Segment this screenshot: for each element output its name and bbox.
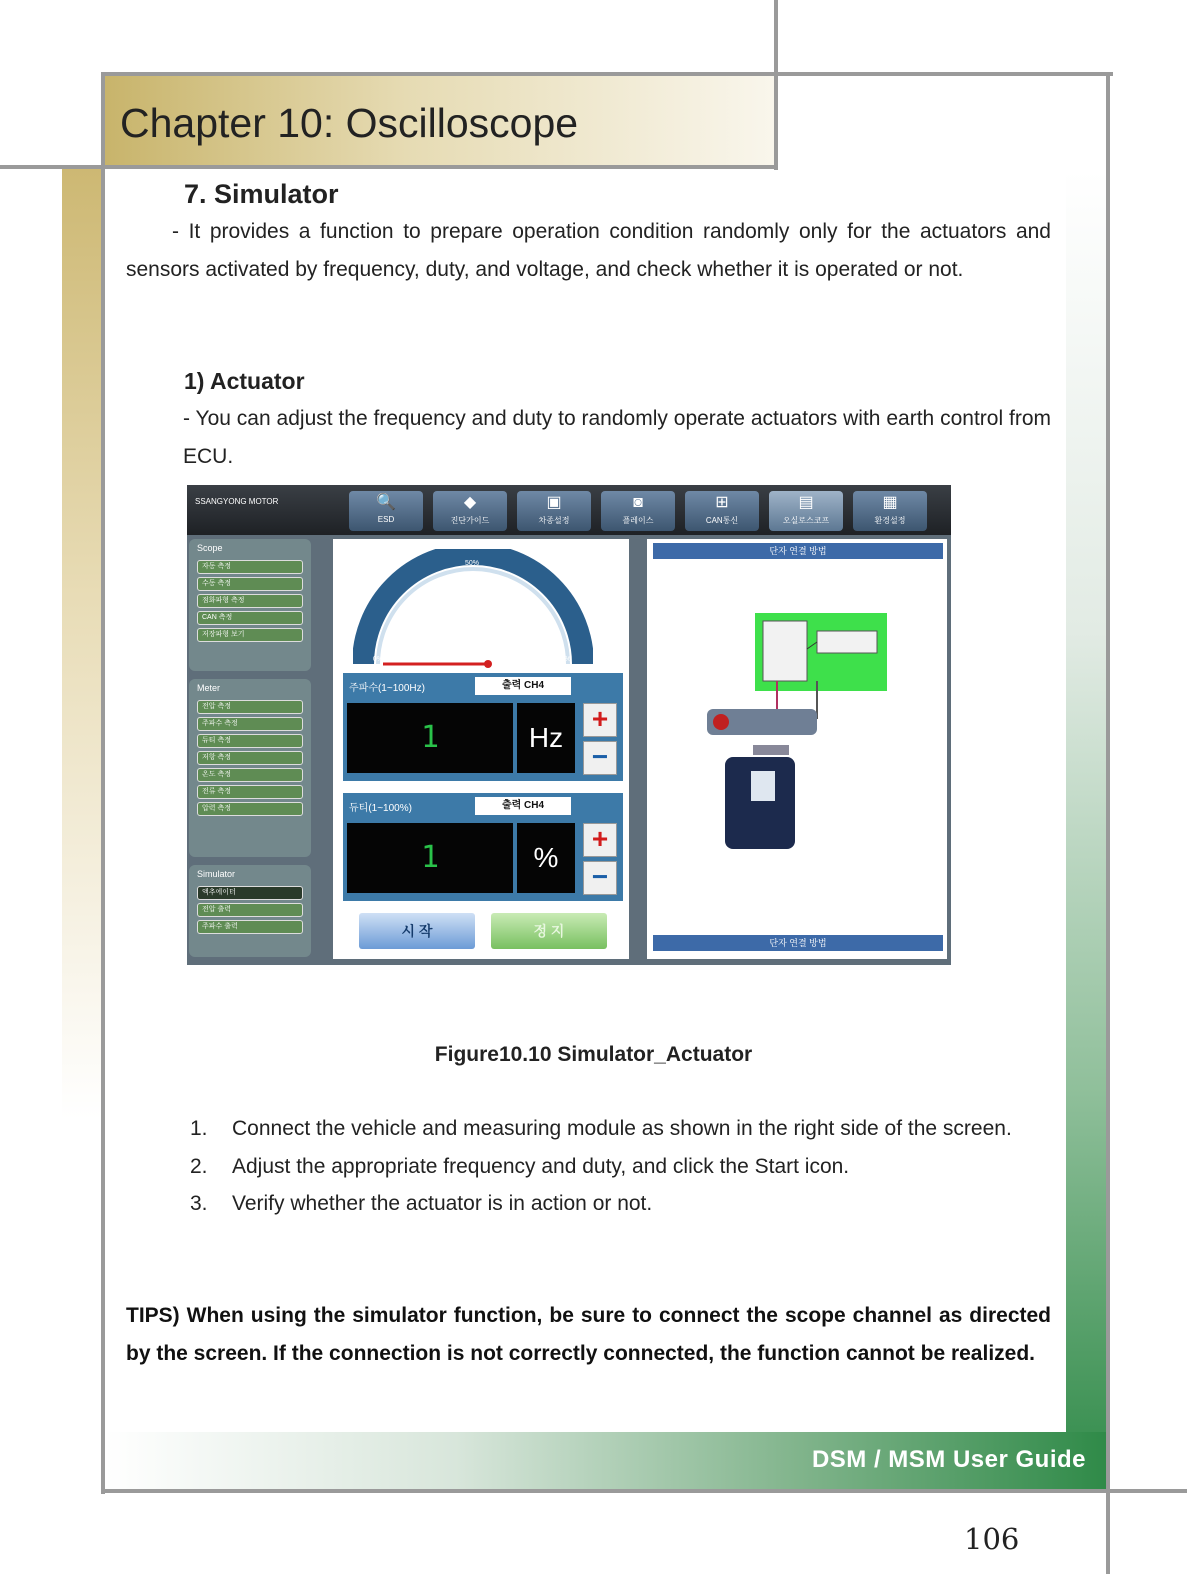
simulator-panel-title: Simulator [197,869,236,879]
scope-item[interactable]: 자동 측정 [197,560,303,574]
wiring-diagram [707,609,897,849]
diamond-icon: ◆ [463,494,477,511]
step-number: 3. [190,1192,208,1215]
step-number: 2. [190,1154,208,1178]
meter-item[interactable]: 듀티 측정 [197,734,303,748]
duty-unit: % [517,823,575,893]
right-decorative-bar [1066,170,1106,1490]
simulator-item-active[interactable]: 액추에이터 [197,886,303,900]
frequency-unit: Hz [517,703,575,773]
meter-panel-title: Meter [197,683,221,693]
frame-right-line [1106,72,1110,1574]
tips-paragraph: TIPS) When using the simulator function, be sure to connect the scope channel as directed by the screen. If the connection is not correctly connected, the function cannot be realized. [126,1304,1051,1365]
meter-item[interactable]: 온도 측정 [197,768,303,782]
scope-item[interactable]: CAN 측정 [197,611,303,625]
duty-plus-button[interactable]: + [583,823,617,857]
connection-guide-panel [647,539,947,959]
frequency-panel [343,673,623,781]
nav-vehicle-setup[interactable]: ▣ 차종설정 [517,491,591,531]
nav-can[interactable]: ⊞ CAN통신 [685,491,759,531]
subsection-description: - You can adjust the frequency and duty to randomly operate actuators with earth control from ECU. [183,407,1051,468]
search-icon: 🔍 [376,494,396,511]
step-text: Connect the vehicle and measuring module as shown in the right side of the screen. [232,1117,1012,1140]
nav-oscilloscope[interactable]: ▤ 오실로스코프 [769,491,843,531]
frequency-value: 1 [347,703,513,773]
start-button[interactable]: 시 작 [359,913,475,949]
meter-item[interactable]: 압력 측정 [197,802,303,816]
step-text: Verify whether the actuator is in action or not. [232,1192,653,1215]
frame-left-line [101,72,105,1494]
simulator-item[interactable]: 주파수 출력 [197,920,303,934]
list-item [190,1148,1050,1186]
scope-panel-title: Scope [197,543,223,553]
network-icon: ⊞ [715,494,729,511]
duty-panel [343,793,623,901]
meter-item[interactable]: 주파수 측정 [197,717,303,731]
frequency-label: 주파수(1~100Hz) [349,683,425,694]
duty-channel[interactable]: 출력 CH4 [475,797,571,815]
list-item [190,1185,1050,1223]
frequency-minus-button[interactable]: − [583,741,617,775]
figure-caption: Figure10.10 Simulator_Actuator [434,1043,753,1066]
steps-list [190,1110,1050,1223]
footer-guide-title: DSM / MSM User Guide [811,1446,1086,1473]
duty-gauge [353,549,593,669]
duty-value: 1 [347,823,513,893]
frame-top-line [101,72,1113,76]
chapter-title: Chapter 10: Oscilloscope [120,100,579,146]
list-item [190,1110,1050,1148]
duty-minus-button[interactable]: − [583,861,617,895]
simulator-panel [189,865,311,957]
scope-item[interactable]: 수동 측정 [197,577,303,591]
meter-item[interactable]: 저항 측정 [197,751,303,765]
simulator-item[interactable]: 전압 출력 [197,903,303,917]
section-intro: - It provides a function to prepare operation condition randomly only for the actuators and sensors activated by frequency, duty, and voltage, and check whether it is operated or not. [126,220,1051,281]
meter-item[interactable]: 전류 측정 [197,785,303,799]
scope-panel [189,539,311,671]
brand-logo: SSANGYONG MOTOR [195,497,279,506]
stop-button[interactable]: 정 지 [491,913,607,949]
oscilloscope-icon: ▤ [798,494,814,511]
connection-guide-header: 단자 연결 방법 [653,543,943,559]
header-divider-vertical [774,0,778,170]
page-number: 106 [964,1522,1020,1556]
app-toolbar [187,485,951,535]
scope-item[interactable]: 점화파형 측정 [197,594,303,608]
gauge-max-label: 100% [553,656,571,663]
camera-icon: ◙ [633,494,643,511]
gauge-min-label: 0% [373,656,384,663]
nav-place[interactable]: ◙ 플레이스 [601,491,675,531]
frame-bottom-line [101,1489,1187,1493]
simulator-screenshot [187,485,951,965]
section-title: 7. Simulator [184,179,339,209]
duty-label: 듀티(1~100%) [349,803,412,814]
header-divider-horizontal [0,165,778,169]
frequency-channel[interactable]: 출력 CH4 [475,677,571,695]
monitor-icon: ▣ [546,494,562,511]
app-sidebar [189,539,313,961]
step-number: 1. [190,1117,208,1140]
meter-item[interactable]: 전압 측정 [197,700,303,714]
nav-settings[interactable]: ▦ 환경설정 [853,491,927,531]
frequency-plus-button[interactable]: + [583,703,617,737]
nav-esd[interactable]: 🔍 ESD [349,491,423,531]
meter-panel [189,679,311,857]
left-decorative-bar [62,169,104,1119]
connection-guide-footer: 단자 연결 방법 [653,935,943,951]
settings-icon: ▦ [882,494,898,511]
nav-diagnostic-guide[interactable]: ◆ 진단가이드 [433,491,507,531]
subsection-title: 1) Actuator [184,368,305,394]
step-text: Adjust the appropriate frequency and duty, and click the Start icon. [232,1154,850,1178]
simulator-control-area [333,539,629,959]
scope-item[interactable]: 저장파형 보기 [197,628,303,642]
gauge-mid-label: 50% [465,560,480,567]
